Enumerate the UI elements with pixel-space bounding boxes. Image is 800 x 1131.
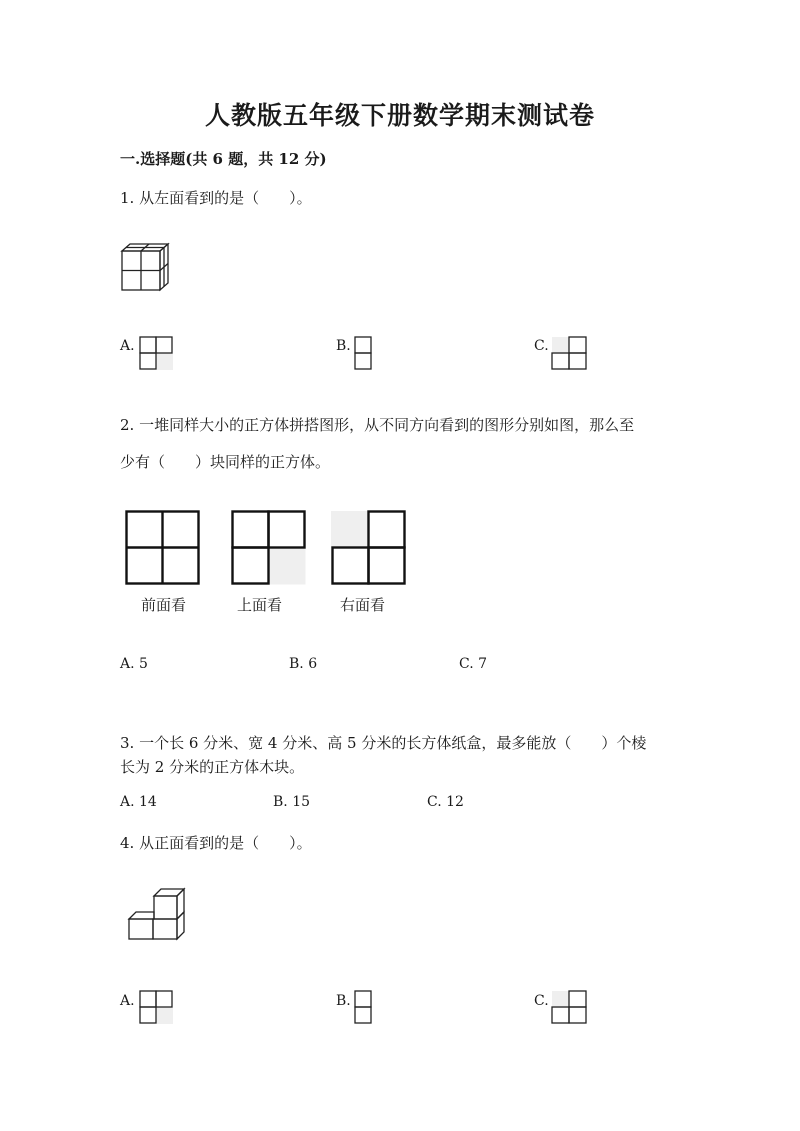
- question-2-text-line2: 少有（ ）块同样的正方体。: [120, 453, 331, 471]
- question-4-option-c[interactable]: C.: [534, 993, 549, 1009]
- question-3-text-line1: 3. 一个长 6 分米、宽 4 分米、高 5 分米的长方体纸盒，最多能放（ ）个棱: [120, 734, 647, 752]
- question-4-cube-figure: [128, 888, 188, 940]
- section-heading: 一.选择题(共 6 题，共 12 分): [120, 150, 327, 168]
- top-view-figure: [231, 510, 307, 586]
- question-1-cube-figure: [122, 243, 170, 293]
- question-4-option-c-figure: [551, 990, 589, 1026]
- question-3-text-line2: 长为 2 分米的正方体木块。: [120, 758, 305, 776]
- question-4-text: 4. 从正面看到的是（ ）。: [120, 834, 312, 852]
- right-view-caption: 右面看: [340, 596, 386, 614]
- question-1-option-c[interactable]: C.: [534, 338, 549, 354]
- page-title: 人教版五年级下册数学期末测试卷: [204, 101, 595, 130]
- front-view-figure: [125, 510, 201, 586]
- question-3-option-b[interactable]: B. 15: [273, 794, 311, 810]
- question-4-option-b-figure: [354, 990, 374, 1026]
- question-3-option-c[interactable]: C. 12: [427, 794, 464, 810]
- top-view-caption: 上面看: [237, 596, 283, 614]
- question-4-option-b[interactable]: B.: [336, 993, 351, 1009]
- question-2-option-a[interactable]: A. 5: [120, 656, 148, 672]
- front-view-caption: 前面看: [141, 596, 187, 614]
- question-1-option-a[interactable]: A.: [120, 338, 135, 354]
- question-1-option-b-figure: [354, 336, 374, 372]
- question-1-option-c-figure: [551, 336, 589, 372]
- question-2-option-c[interactable]: C. 7: [459, 656, 488, 672]
- question-3-option-a[interactable]: A. 14: [120, 794, 157, 810]
- question-2-option-b[interactable]: B. 6: [289, 656, 318, 672]
- right-view-figure: [330, 510, 408, 586]
- question-4-option-a[interactable]: A.: [120, 993, 135, 1009]
- question-1-option-a-figure: [139, 336, 175, 372]
- question-4-option-a-figure: [139, 990, 175, 1026]
- question-1-option-b[interactable]: B.: [336, 338, 351, 354]
- question-1-text: 1. 从左面看到的是（ ）。: [120, 189, 312, 207]
- question-2-text-line1: 2. 一堆同样大小的正方体拼搭图形，从不同方向看到的图形分别如图，那么至: [120, 416, 635, 434]
